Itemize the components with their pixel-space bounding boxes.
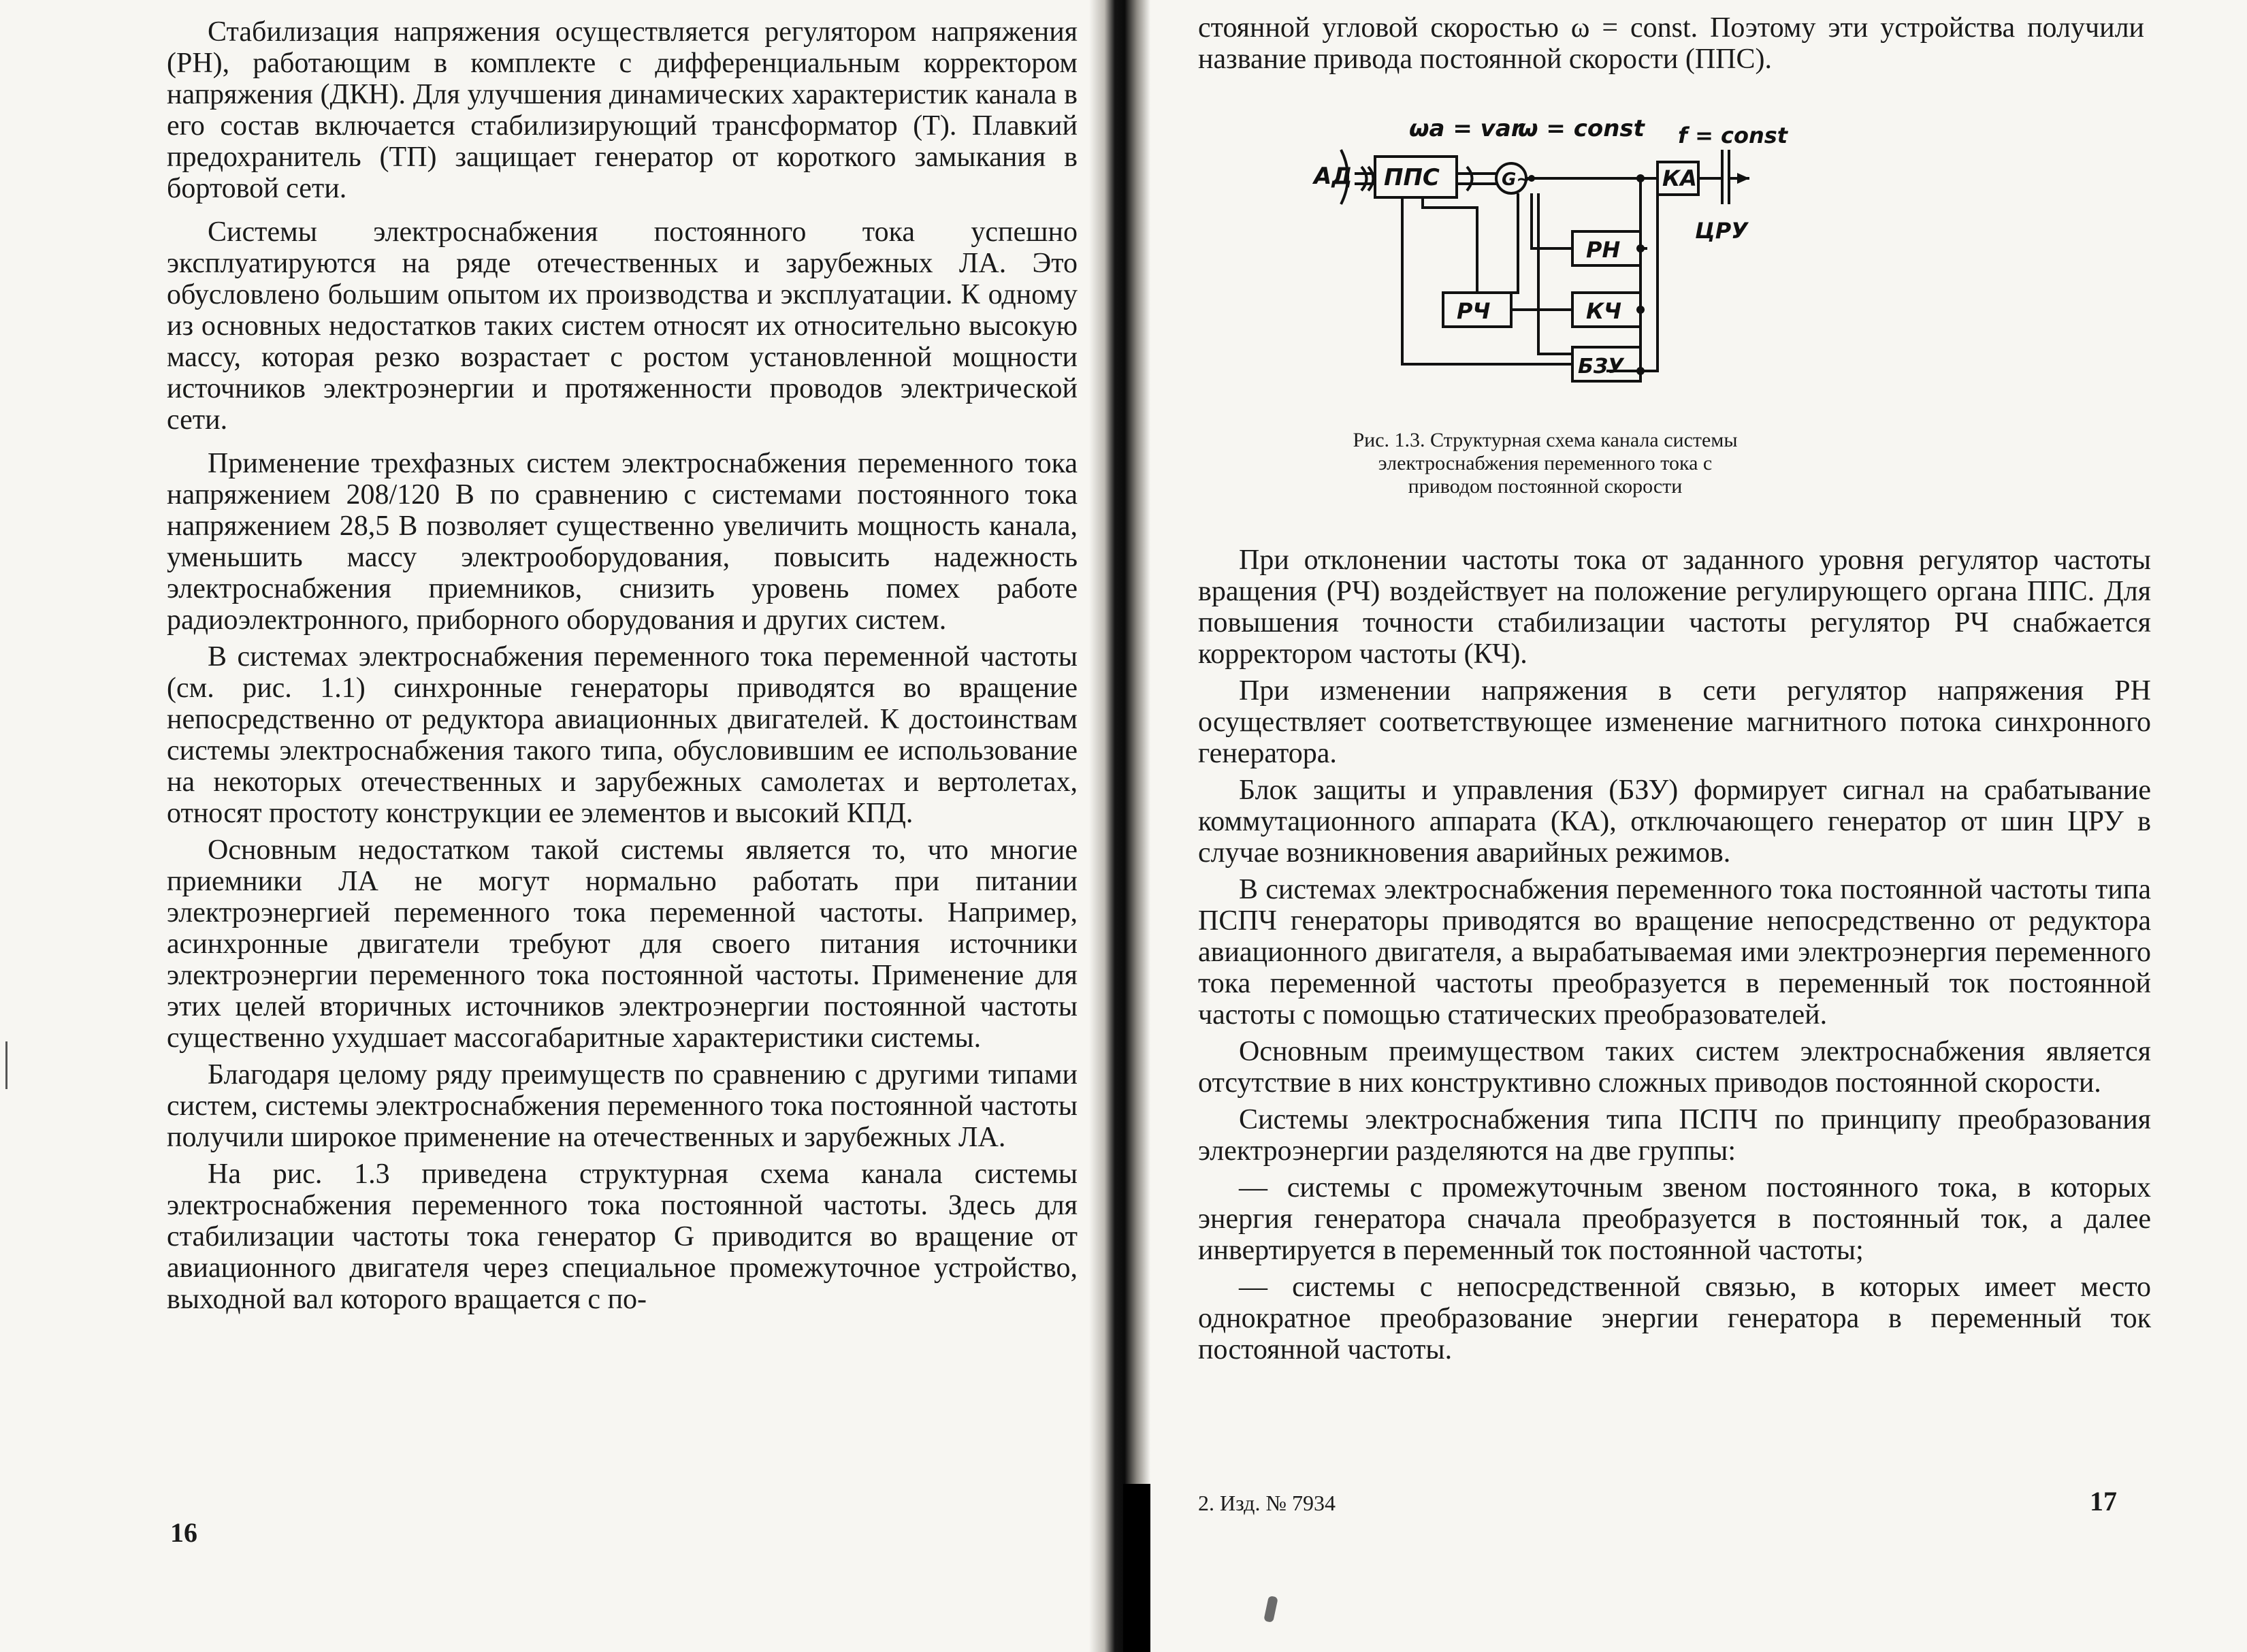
- left-paragraph-5: Основным недостатком такой системы является то, что многие приемники ЛА не могут нормально работать при питании электроэнергией переменного тока переменной частоты. Например, асинхронные двигатели требуют для своего питания источники электроэнергии переменного тока постоянной частоты. Применение для этих целей вторичных источников электроэнергии постоянной частоты существенно ухудшает массогабаритные характеристики системы.: [167, 835, 1078, 1054]
- output-shaft: [1457, 174, 1498, 184]
- left-text-block: [167, 16, 1078, 1321]
- left-paragraph-6: Благодаря целому ряду преимуществ по сравнению с другими типами систем, системы электроснабжения переменного тока постоянной частоты получили широкое применение на отечественных и зарубежных ЛА.: [167, 1059, 1078, 1153]
- label-kch: КЧ: [1586, 298, 1622, 324]
- right-top-text: [1198, 12, 2144, 80]
- left-page: [0, 0, 1089, 1652]
- figure-caption: Рис. 1.3. Структурная схема канала системы электроснабжения переменного тока с приводом постоянной скорости: [1353, 429, 1738, 498]
- figure-1-3: [1314, 102, 1788, 415]
- bzu-to-pps-line: [1402, 197, 1572, 364]
- label-cru: ЦРУ: [1695, 218, 1748, 244]
- label-omega-a: ωa = var: [1409, 115, 1523, 142]
- book-gutter-shadow: [1123, 1484, 1150, 1652]
- label-bzu: БЗУ: [1578, 355, 1624, 378]
- cru-bus: [1722, 150, 1729, 204]
- label-f: f = const: [1678, 123, 1788, 148]
- rch-to-pps-line: [1423, 197, 1477, 293]
- label-gen: G~: [1502, 169, 1532, 190]
- left-paragraph-3: Применение трехфазных систем электроснабжения переменного тока напряжением 208/120 В по сравнению с системами постоянного тока напряжением 28,5 В позволяет существенно увеличить мощность канала, уменьшить массу электрооборудования, повысить надежность электроснабжения приемников, снизить уровень помех работе радиоэлектронного, приборного оборудования и других систем.: [167, 448, 1078, 636]
- right-paragraph-2: При изменении напряжения в сети регулятор напряжения РН осуществляет соответствующее изменение магнитного потока синхронного генератора.: [1198, 675, 2151, 769]
- label-omega: ω = const: [1518, 115, 1645, 142]
- right-paragraph-3: Блок защиты и управления (БЗУ) формирует сигнал на срабатывание коммутационного аппарата (КА), отключающего генератор от шин ЦРУ в случае возникновения аварийных режимов.: [1198, 775, 2151, 869]
- right-paragraph-5: Основным преимуществом таких систем электроснабжения является отсутствие в них конструктивно сложных приводов постоянной скорости.: [1198, 1036, 2151, 1099]
- left-paragraph-7: На рис. 1.3 приведена структурная схема канала системы электроснабжения переменного тока постоянной частоты. Здесь для стабилизации частоты тока генератор G приводится во вращение от авиационного двигателя через специальное промежуточное устройство, выходной вал которого вращается с по-: [167, 1159, 1078, 1315]
- page-number-right: 17: [2090, 1486, 2117, 1517]
- gen-to-rch-line: [1511, 193, 1518, 293]
- right-page: [1150, 0, 2247, 1652]
- imprint-note: 2. Изд. № 7934: [1198, 1491, 1336, 1515]
- right-paragraph-1: При отклонении частоты тока от заданного уровня регулятор частоты вращения (РЧ) воздействует на положение регулирующего органа ППС. Для повышения точности стабилизации частоты регулятор РЧ снабжается корректором частоты (КЧ).: [1198, 545, 2151, 670]
- right-text-block: [1198, 545, 2151, 1371]
- input-coupling: [1361, 167, 1374, 191]
- left-paragraph-4: В системах электроснабжения переменного тока переменной частоты (см. рис. 1.1) синхронные генераторы приводятся во вращение непосредственно от редуктора авиационных двигателей. К достоинствам системы электроснабжения такого типа, обусловившим ее использование на некоторых отечественных и зарубежных самолетах и вертолетах, относят простоту конструкции ее элементов и высокий КПД.: [167, 641, 1078, 829]
- right-paragraph-6: Системы электроснабжения типа ПСПЧ по принципу преобразования электроэнергии разделяются на две группы:: [1198, 1104, 2151, 1167]
- output-coupling: [1467, 167, 1472, 191]
- output-arrowhead: [1737, 173, 1749, 184]
- page-number-left: 16: [170, 1517, 197, 1548]
- right-paragraph-4: В системах электроснабжения переменного тока постоянной частоты типа ПСПЧ генераторы приводятся во вращение непосредственно от редуктора авиационного двигателя, а вырабатываемая ими электроэнергия переменного тока переменной частоты преобразуется в переменный ток постоянной частоты с помощью статических преобразователей.: [1198, 874, 2151, 1031]
- label-rch: РЧ: [1457, 298, 1491, 324]
- book-gutter: [1089, 0, 1150, 1652]
- label-ka: КА: [1662, 165, 1697, 191]
- label-rn: РН: [1586, 237, 1621, 263]
- right-paragraph-8: — системы с непосредственной связью, в которых имеет место однократное преобразование энергии генератора в переменный ток постоянной частоты.: [1198, 1272, 2151, 1365]
- left-paragraph-1: Стабилизация напряжения осуществляется регулятором напряжения (РН), работающим в комплекте с дифференциальным корректором напряжения (ДКН). Для улучшения динамических характеристик канала в его состав включается стабилизирующий трансформатор (Т). Плавкий предохранитель (ТП) защищает генератор от короткого замыкания в бортовой сети.: [167, 16, 1078, 204]
- structure-diagram: [1314, 102, 1788, 415]
- ka-control-line: [1606, 195, 1658, 371]
- gen-to-bzu-line: [1538, 193, 1572, 354]
- label-ad: АД: [1314, 163, 1353, 190]
- margin-mark: [5, 1041, 7, 1089]
- right-paragraph-7: — системы с промежуточным звеном постоянного тока, в которых энергия генератора сначала преобразуется в постоянный ток, а далее инвертируется в переменный ток постоянной частоты;: [1198, 1172, 2151, 1266]
- label-pps: ППС: [1384, 164, 1440, 191]
- left-paragraph-2: Системы электроснабжения постоянного тока успешно эксплуатируются на ряде отечественных и зарубежных ЛА. Это обусловлено большим опытом их производства и эксплуатации. К одному из основных недостатков таких систем относят их относительно высокую массу, которая резко возрастает с ростом установленной мощности источников электроэнергии и протяженности проводов электрической сети.: [167, 216, 1078, 436]
- right-top-paragraph: стоянной угловой скоростью ω = const. Поэтому эти устройства получили название привода постоянной скорости (ППС).: [1198, 12, 2144, 75]
